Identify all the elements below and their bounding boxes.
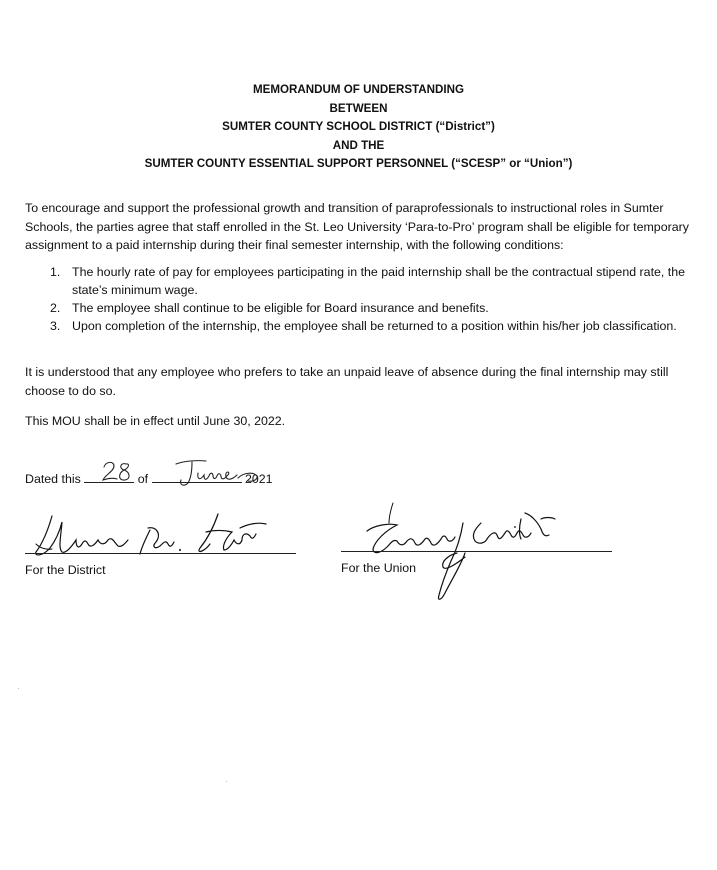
header-union: SUMTER COUNTY ESSENTIAL SUPPORT PERSONNEL (“SCESP” or “Union”) bbox=[144, 157, 573, 170]
header-and-the: AND THE bbox=[332, 138, 385, 152]
handwritten-month bbox=[170, 458, 265, 492]
dated-prefix: Dated this bbox=[25, 472, 81, 486]
condition-item bbox=[50, 300, 700, 318]
header-title: MEMORANDUM OF UNDERSTANDING bbox=[252, 83, 465, 96]
condition-item bbox=[50, 318, 700, 336]
condition-number: 1. bbox=[50, 265, 61, 279]
scan-speck bbox=[18, 688, 19, 689]
condition-item bbox=[50, 264, 700, 299]
header-district: SUMTER COUNTY SCHOOL DISTRICT (“District”) bbox=[222, 120, 495, 133]
condition-text: Upon completion of the internship, the employee shall be returned to a position within his/her job classification. bbox=[72, 318, 677, 333]
dated-year: 2021 bbox=[244, 472, 273, 486]
understood-paragraph: It is understood that any employee who prefers to take an unpaid leave of absence during the final internship may still choose to do so. bbox=[25, 365, 669, 398]
union-signature bbox=[345, 495, 585, 605]
scan-speck bbox=[226, 781, 227, 782]
union-signature-line bbox=[341, 551, 612, 552]
condition-number: 3. bbox=[50, 318, 61, 333]
union-signature-label: For the Union bbox=[341, 561, 417, 575]
conditions-list bbox=[50, 264, 700, 336]
effective-date-paragraph: This MOU shall be in effect until June 30, 2022. bbox=[25, 414, 286, 428]
intro-paragraph: To encourage and support the professional growth and transition of paraprofessionals to instructional roles in Sumter Schools, the parties agree that staff enrolled in the St. Leo University ‘Para-to-Pro’ program shall be eligible for temporary assignment to a paid internship during their final semester internship, with the following conditions: bbox=[25, 201, 689, 252]
document-header bbox=[0, 81, 717, 174]
header-between: BETWEEN bbox=[329, 101, 388, 115]
district-signature-label: For the District bbox=[25, 563, 106, 577]
condition-text: The hourly rate of pay for employees participating in the paid internship shall be the contractual stipend rate, the state’s minimum wage. bbox=[72, 265, 686, 297]
condition-text: The employee shall continue to be eligible for Board insurance and benefits. bbox=[72, 300, 489, 315]
district-signature-line bbox=[25, 553, 296, 554]
district-signature bbox=[28, 508, 278, 563]
handwritten-day bbox=[100, 458, 134, 486]
dated-of-label: of bbox=[137, 472, 149, 486]
condition-number: 2. bbox=[50, 300, 61, 315]
